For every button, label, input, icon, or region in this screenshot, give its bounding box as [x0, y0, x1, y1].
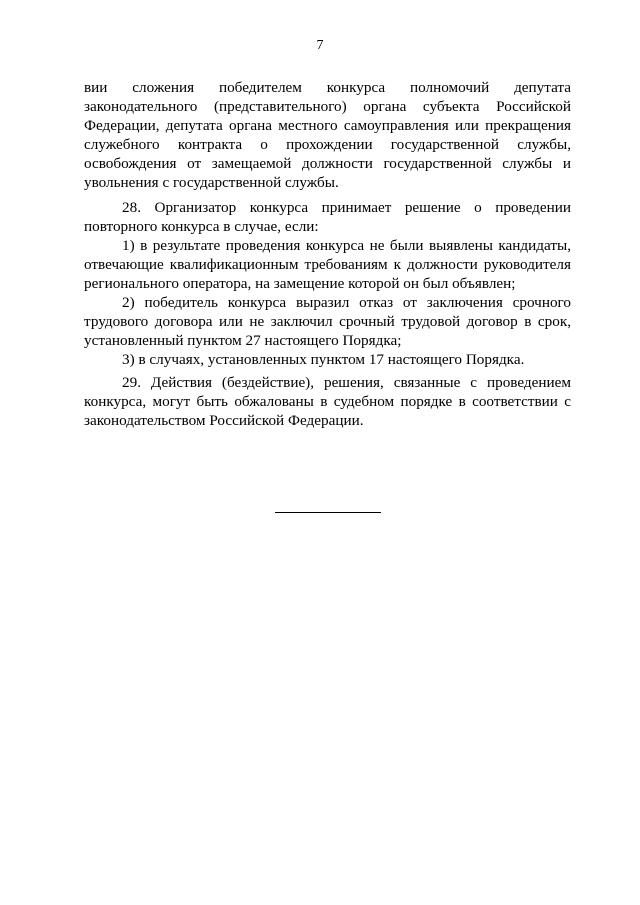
- paragraph-item-28-1: 1) в результате проведения конкурса не были выявлены кандидаты, отвечающие квалификационным требованиям к должности руководителя регионального оператора, на замещение которой он был объявлен;: [84, 237, 571, 292]
- end-separator-line: [275, 512, 381, 513]
- paragraph-item-28-3: 3) в случаях, установленных пунктом 17 настоящего Порядка.: [122, 351, 525, 368]
- paragraph-continuation-block: [84, 78, 571, 192]
- section-28: [84, 198, 571, 369]
- page-number: 7: [316, 38, 324, 53]
- paragraph-continuation: вии сложения победителем конкурса полномочий депутата законодательного (представительного) органа субъекта Российской Федерации, депутата органа местного самоуправления или прекращения служебного контракта о прохождении государственной службы, освобождения от замещаемой должности государственной службы и увольнения с государственной службы.: [84, 79, 571, 191]
- paragraph-item-28: 28. Организатор конкурса принимает решение о проведении повторного конкурса в случае, если:: [84, 199, 571, 235]
- paragraph-item-29: 29. Действия (бездействие), решения, связанные с проведением конкурса, могут быть обжалованы в судебном порядке в соответствии с законодательством Российской Федерации.: [84, 374, 571, 429]
- paragraph-item-28-2: 2) победитель конкурса выразил отказ от заключения срочного трудового договора или не заключил срочный трудовой договор в срок, установленный пунктом 27 настоящего Порядка;: [84, 294, 571, 349]
- section-29: [84, 373, 571, 430]
